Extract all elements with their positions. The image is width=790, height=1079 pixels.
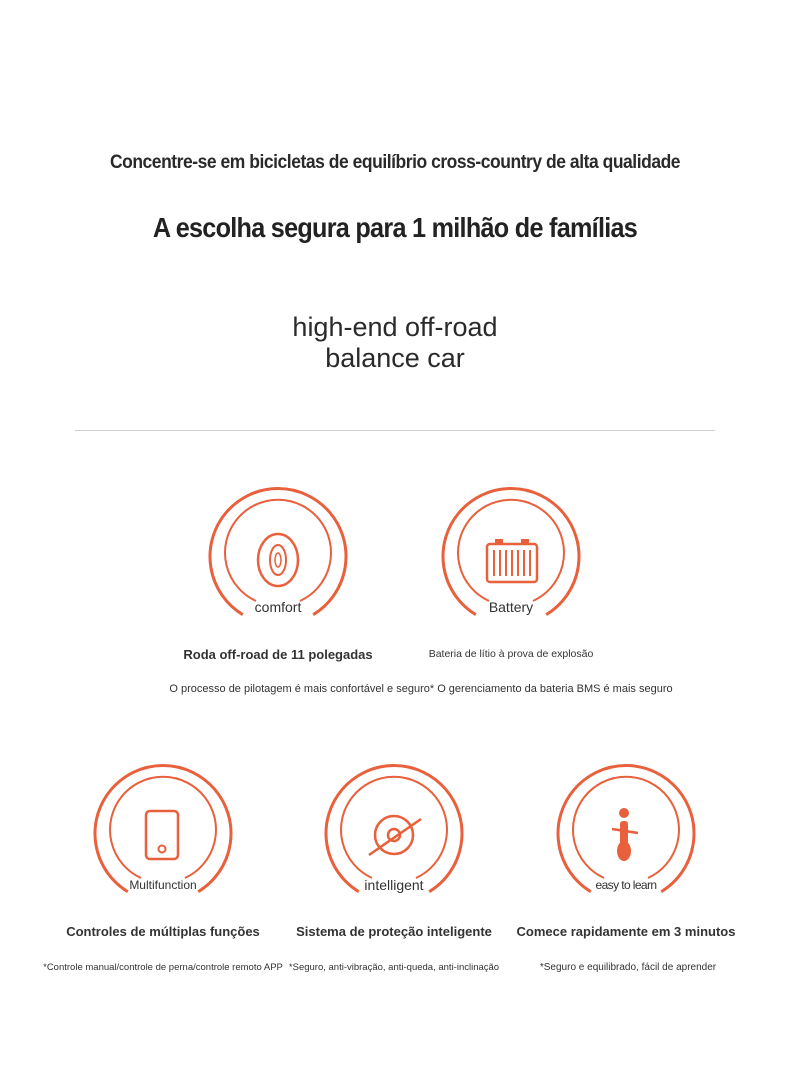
phone-icon (146, 811, 178, 859)
feature-desc-multifunction: *Controle manual/controle de perna/controle remoto APP (43, 962, 283, 973)
feature-battery (391, 486, 631, 615)
feature-title-multifunction: Controles de múltiplas funções (66, 924, 260, 939)
wheel-icon (258, 534, 298, 586)
product-name-line1: high-end off-road (292, 312, 498, 342)
feature-title-comfort: Roda off-road de 11 polegadas (183, 647, 373, 662)
ring-label-easy-to-learn: easy to learn (595, 878, 657, 892)
feature-title-easy-to-learn: Comece rapidamente em 3 minutos (516, 924, 736, 939)
rider-icon (612, 808, 638, 861)
product-name-line2: balance car (325, 343, 465, 373)
product-name (0, 312, 790, 374)
subtitle: Concentre-se em bicicletas de equilíbrio cross-country de alta qualidade (109, 152, 681, 173)
feature-desc-easy-to-learn: *Seguro e equilibrado, fácil de aprender (539, 962, 717, 973)
feature-comfort (158, 486, 398, 615)
feature-intelligent (274, 763, 514, 893)
ring-label-battery: Battery (488, 599, 534, 615)
battery-icon (487, 539, 537, 582)
feature-desc-intelligent: *Seguro, anti-vibração, anti-queda, anti-inclinação (288, 962, 500, 973)
feature-easy-to-learn (506, 763, 746, 892)
top-note: O processo de pilotagem é mais confortável e seguro* O gerenciamento da bateria BMS é mais seguro (169, 683, 673, 695)
ring-label-intelligent: intelligent (364, 877, 424, 893)
feature-multifunction (43, 763, 283, 892)
feature-title-intelligent: Sistema de proteção inteligente (296, 924, 492, 939)
gyroscope-icon (369, 816, 421, 855)
divider (75, 430, 715, 431)
ring-label-multifunction: Multifunction (129, 878, 197, 892)
feature-title-battery: Bateria de lítio à prova de explosão (428, 648, 594, 660)
ring-label-comfort: comfort (254, 599, 302, 615)
headline: A escolha segura para 1 milhão de famílias (152, 212, 638, 243)
